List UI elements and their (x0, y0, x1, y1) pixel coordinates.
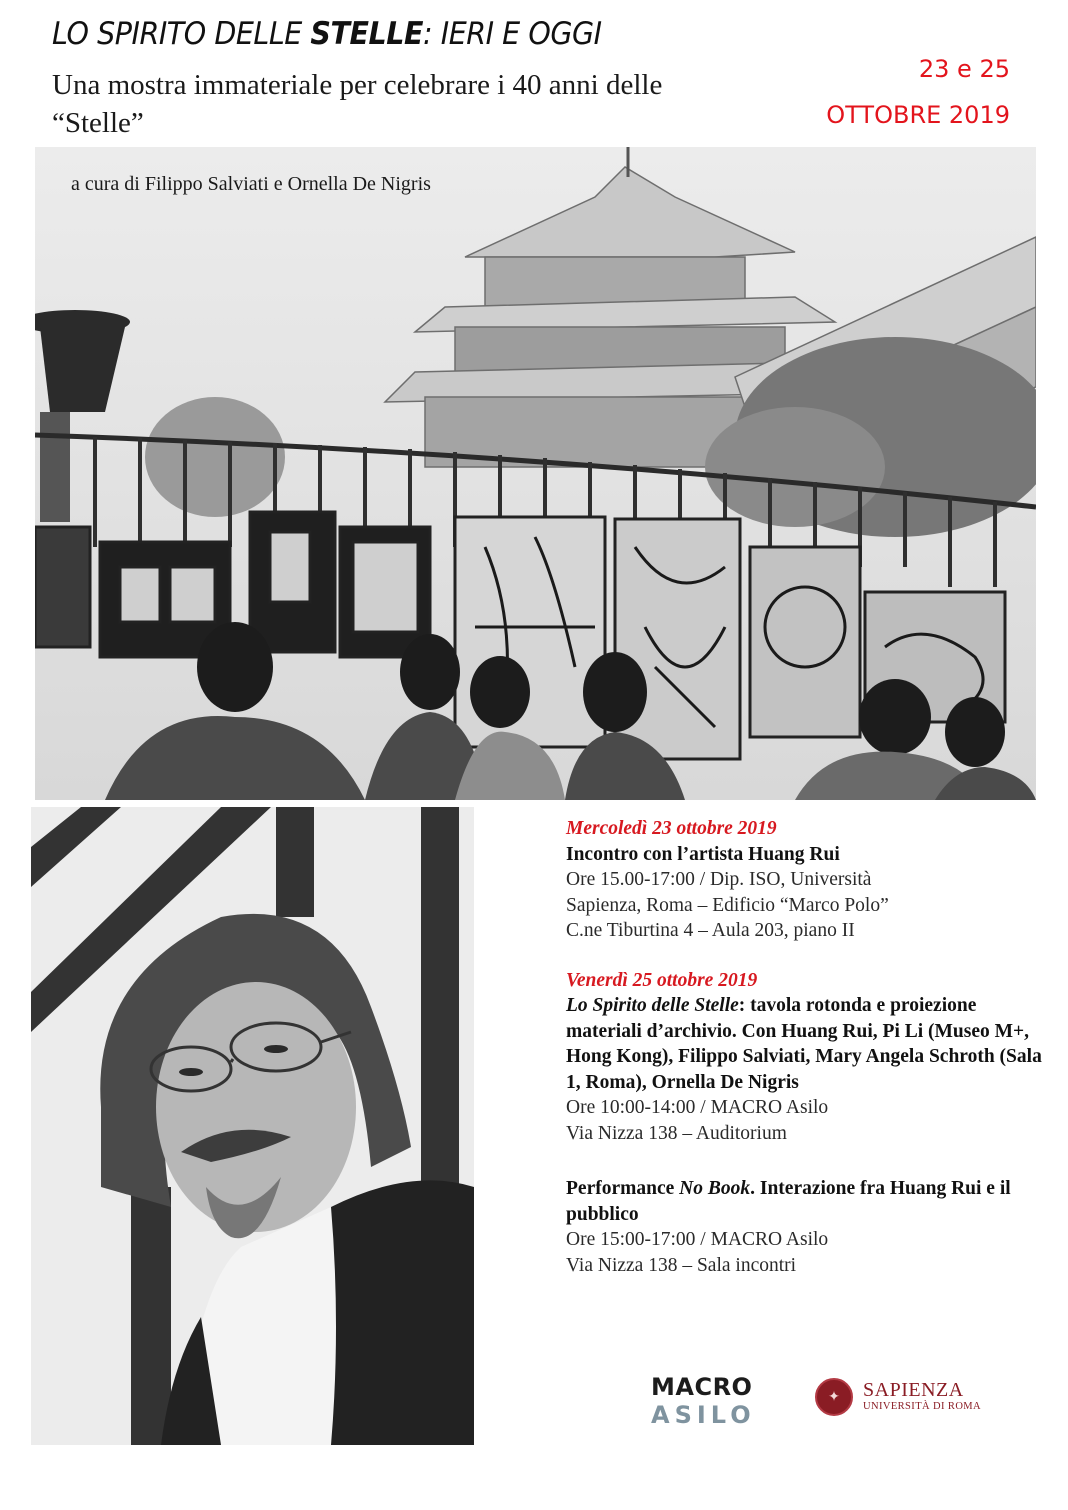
event-detail-line: Sapienza, Roma – Edificio “Marco Polo” (566, 894, 889, 916)
poster-title (52, 16, 602, 52)
macro-logo-line1: MACRO (651, 1373, 753, 1401)
artist-portrait-illustration (31, 807, 474, 1445)
event-dates (826, 46, 1010, 138)
dates-days: 23 e 25 (918, 55, 1010, 83)
title-bold: STELLE (310, 16, 423, 52)
event-detail-line: Ore 15:00-17:00 / MACRO Asilo (566, 1229, 829, 1250)
event-item (566, 968, 1046, 1147)
event-detail-line: Via Nizza 138 – Sala incontri (566, 1254, 797, 1276)
exhibition-photo (35, 147, 1036, 800)
event-title-rest: : tavola rotonda e proiezione materiali d’archivio. Con Huang Rui, Pi Li (Museo M+, Hong Kong), Filippo Salviati, Mary Angela Schroth (Sala 1, Roma), Ornella De Nigris (566, 995, 1042, 1093)
event-title-rest: . Interazione fra Huang Rui e il pubblico (566, 1178, 1011, 1225)
exhibition-photo-illustration (35, 147, 1036, 800)
macro-asilo-logo (651, 1373, 756, 1429)
events-list (566, 816, 1046, 1302)
event-title (566, 1176, 1046, 1227)
event-detail-line: C.ne Tiburtina 4 – Aula 203, piano II (566, 920, 855, 941)
event-detail-line: Ore 10:00-14:00 / MACRO Asilo (566, 1097, 829, 1118)
event-title: Incontro con l’artista Huang Rui (566, 843, 840, 865)
artist-portrait (31, 807, 474, 1445)
title-part1: LO SPIRITO DELLE (52, 16, 311, 52)
event-item (566, 816, 1046, 944)
sapienza-wordmark (863, 1380, 981, 1414)
event-detail-line: Ore 15.00-17:00 / Dip. ISO, Università (566, 869, 872, 890)
event-date: Venerdì 25 ottobre 2019 (566, 969, 758, 991)
sapienza-subtitle: UNIVERSITÀ DI ROMA (863, 1401, 982, 1412)
sapienza-name: SAPIENZA (863, 1379, 964, 1401)
event-title (566, 993, 1046, 1095)
event-detail-line: Via Nizza 138 – Auditorium (566, 1122, 787, 1144)
curators-credit: a cura di Filippo Salviati e Ornella De Nigris (71, 173, 431, 195)
event-item (566, 1176, 1046, 1278)
university-seal-icon: ✦ (815, 1378, 853, 1416)
sapienza-logo (815, 1378, 981, 1416)
title-part2: : IERI E OGGI (422, 16, 602, 52)
event-title-italic: Lo Spirito delle Stelle (566, 995, 739, 1016)
event-title-italic: No Book (679, 1178, 751, 1199)
dates-month-year: OTTOBRE 2019 (826, 101, 1010, 129)
macro-logo-line2: ASILO (651, 1401, 756, 1429)
event-date: Mercoledì 23 ottobre 2019 (566, 818, 777, 839)
poster-subtitle: Una mostra immateriale per celebrare i 40 anni delle “Stelle” (52, 69, 663, 139)
event-title-pre: Performance (566, 1178, 680, 1199)
